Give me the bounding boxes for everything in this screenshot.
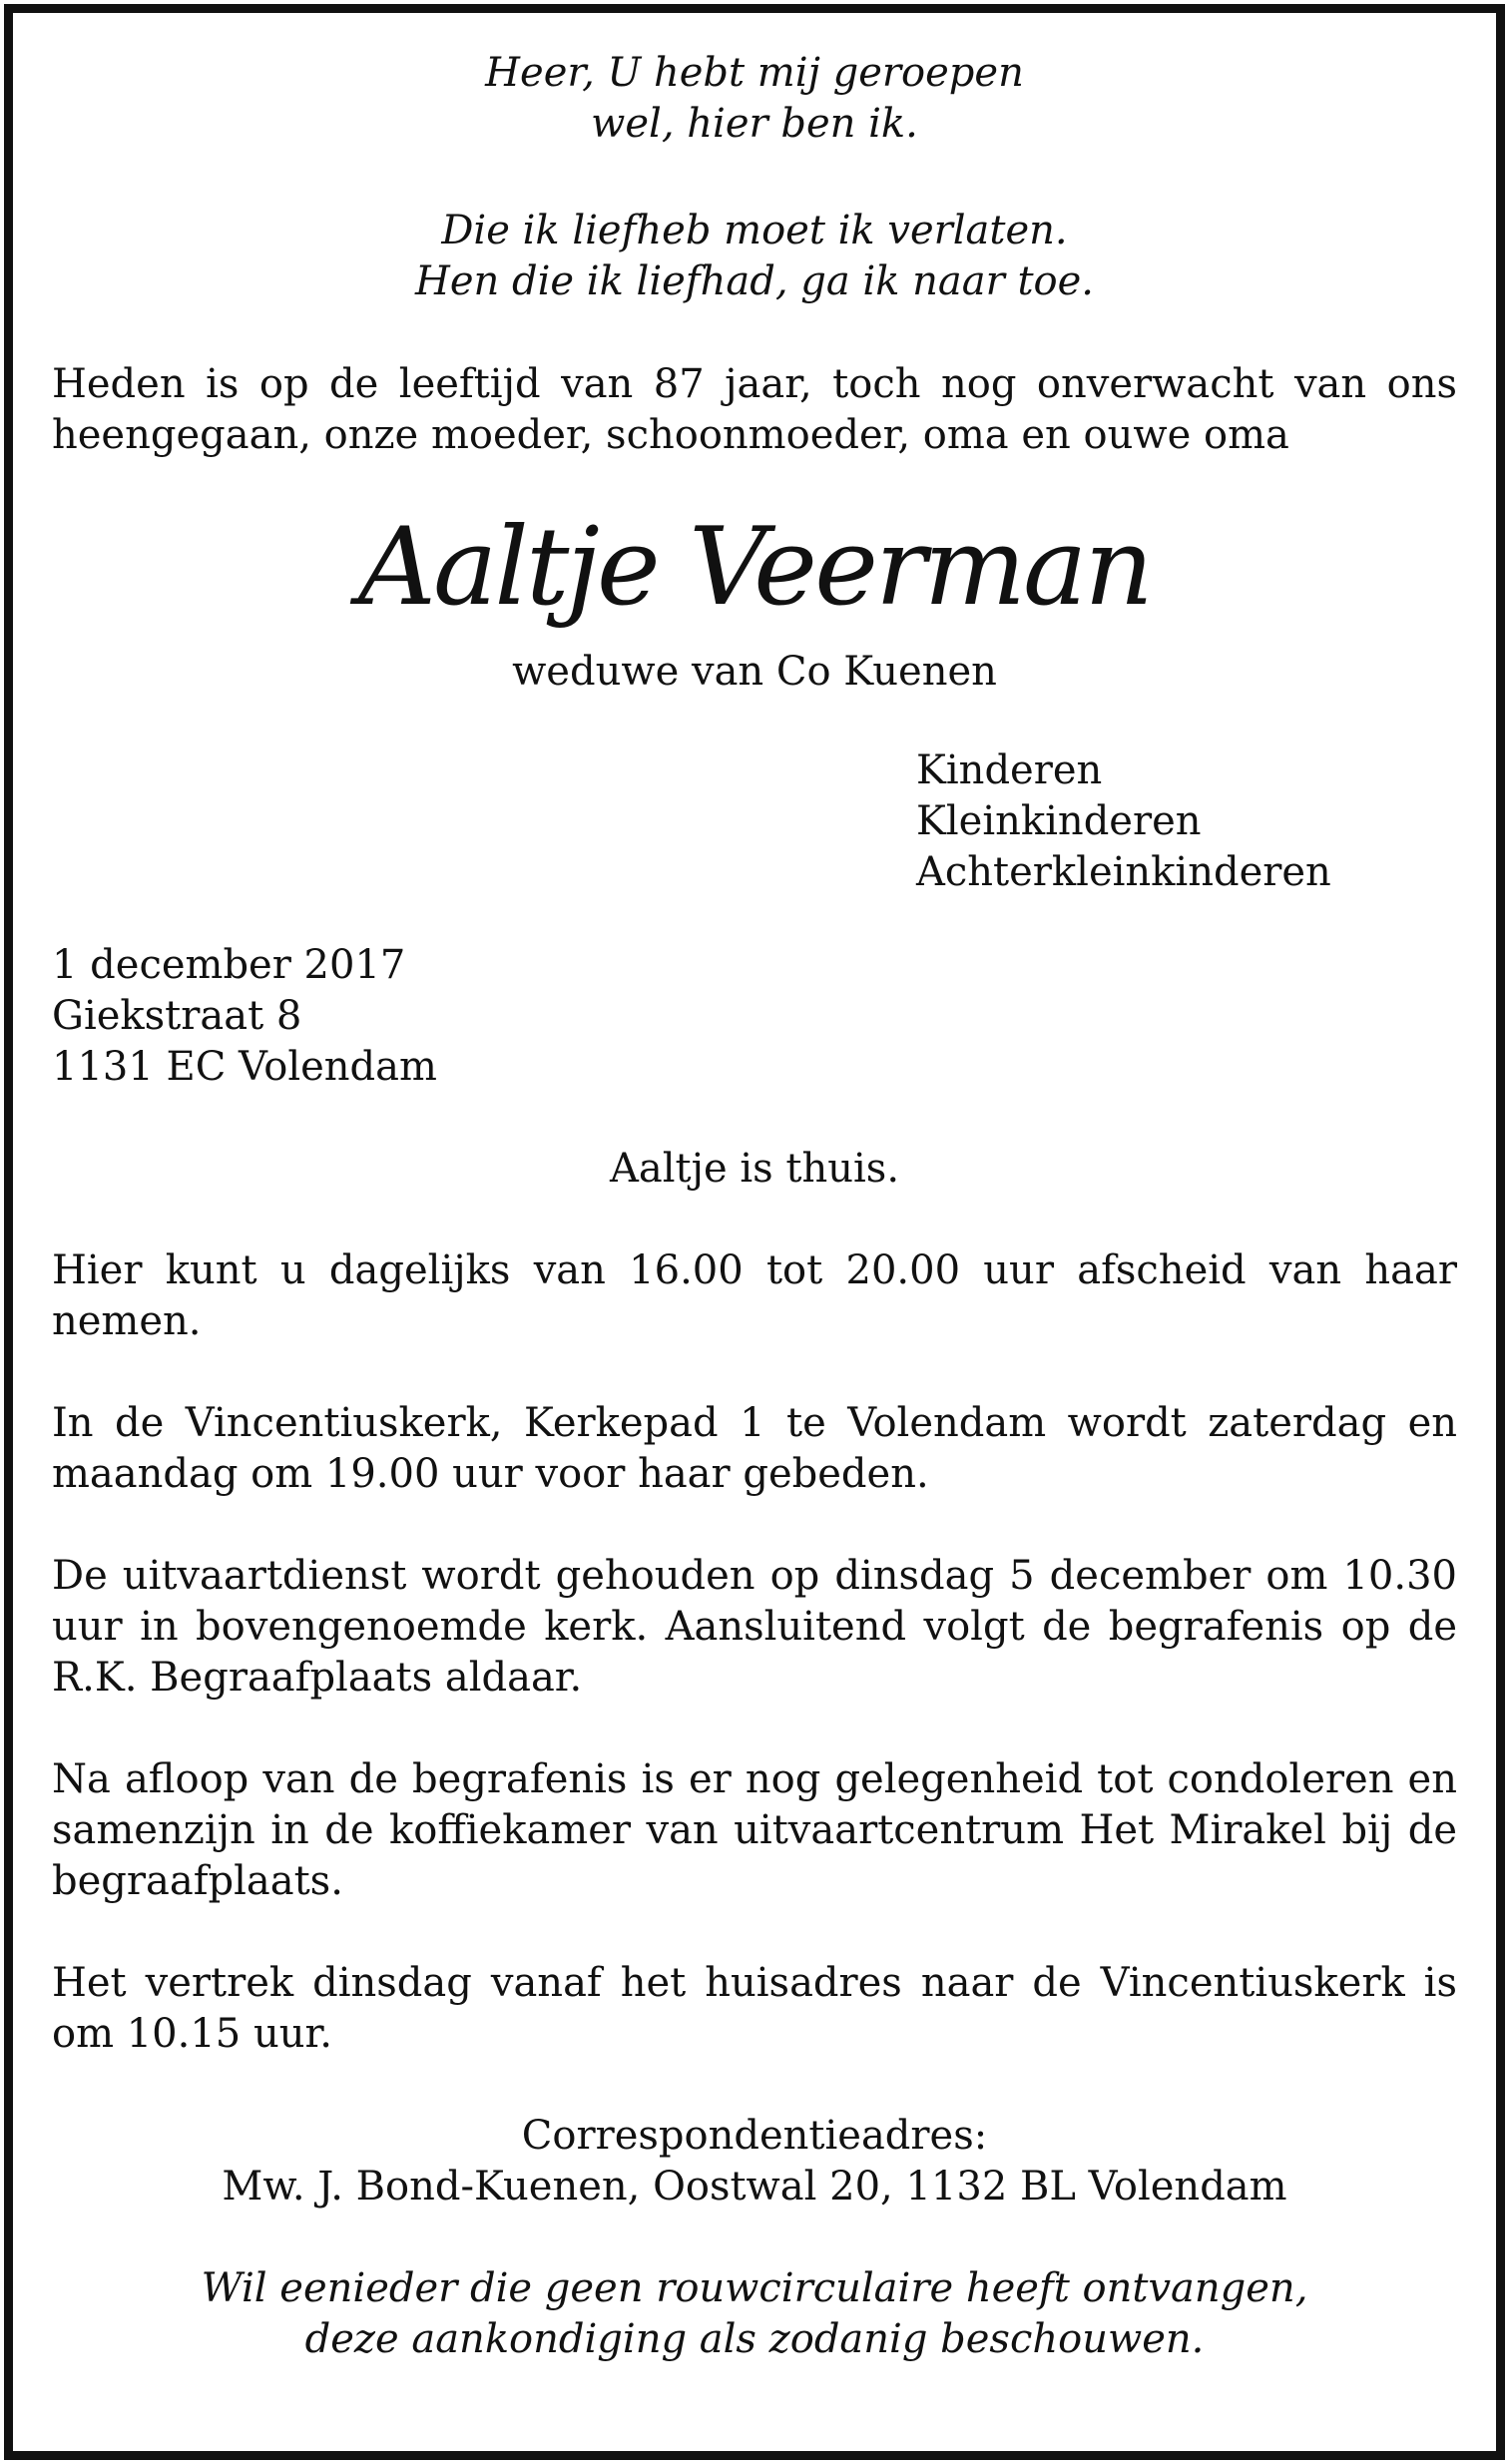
widow-line: weduwe van Co Kuenen: [512, 649, 997, 695]
street-address: Giekstraat 8: [52, 993, 302, 1039]
prayer-paragraph: In de Vincentiuskerk, Kerkepad 1 te Volendam wordt zaterdag en maandag om 19.00 uur voor haar gebeden.: [52, 1400, 1457, 1497]
verse-1-line-2: wel, hier ben ik.: [591, 101, 918, 147]
signers: [916, 745, 1457, 898]
visiting-paragraph: Hier kunt u dagelijks van 16.00 tot 20.00 uur afscheid van haar nemen.: [52, 1247, 1457, 1344]
postal-city: 1131 EC Volendam: [52, 1044, 437, 1090]
condolence-paragraph: Na afloop van de begrafenis is er nog gelegenheid tot condoleren en samenzijn in de koffiekamer van uitvaartcentrum Het Mirakel bij de begraafplaats.: [52, 1756, 1457, 1904]
at-home-line: Aaltje is thuis.: [609, 1146, 900, 1192]
deceased-name: Aaltje Veerman: [358, 505, 1151, 630]
verse-2-line-1: Die ik liefheb moet ik verlaten.: [441, 208, 1068, 253]
signer-great-grandchildren: Achterkleinkinderen: [916, 849, 1331, 895]
verse-2: [52, 206, 1457, 307]
closing-line-2: deze aankondiging als zodanig beschouwen.: [304, 2316, 1205, 2362]
funeral-paragraph: De uitvaartdienst wordt gehouden op dinsdag 5 december om 10.30 uur in bovengenoemde kerk. Aansluitend volgt de begrafenis op de R.K. Begraafplaats aldaar.: [52, 1553, 1457, 1701]
death-announcement: [52, 48, 1457, 2365]
deceased-name-block: [52, 493, 1457, 643]
verse-1-line-1: Heer, U hebt mij geroepen: [485, 50, 1024, 96]
verse-2-line-2: Hen die ik liefhad, ga ik naar toe.: [414, 258, 1095, 304]
departure-paragraph: Het vertrek dinsdag vanaf het huisadres naar de Vincentiuskerk is om 10.15 uur.: [52, 1960, 1457, 2057]
date-and-address: [52, 940, 1457, 1093]
closing-line-1: Wil eenieder die geen rouwcirculaire heeft ontvangen,: [201, 2265, 1308, 2311]
announcement-date: 1 december 2017: [52, 942, 406, 988]
intro-paragraph: Heden is op de leeftijd van 87 jaar, toch nog onverwacht van ons heengegaan, onze moeder, schoonmoeder, oma en ouwe oma: [52, 361, 1457, 458]
signer-grandchildren: Kleinkinderen: [916, 798, 1202, 844]
correspondence-address: Mw. J. Bond-Kuenen, Oostwal 20, 1132 BL Volendam: [222, 2164, 1287, 2210]
verse-1: [52, 48, 1457, 150]
signer-children: Kinderen: [916, 747, 1103, 793]
correspondence-label: Correspondentieadres:: [521, 2113, 988, 2159]
closing-note: [52, 2263, 1457, 2365]
correspondence: [52, 2111, 1457, 2213]
